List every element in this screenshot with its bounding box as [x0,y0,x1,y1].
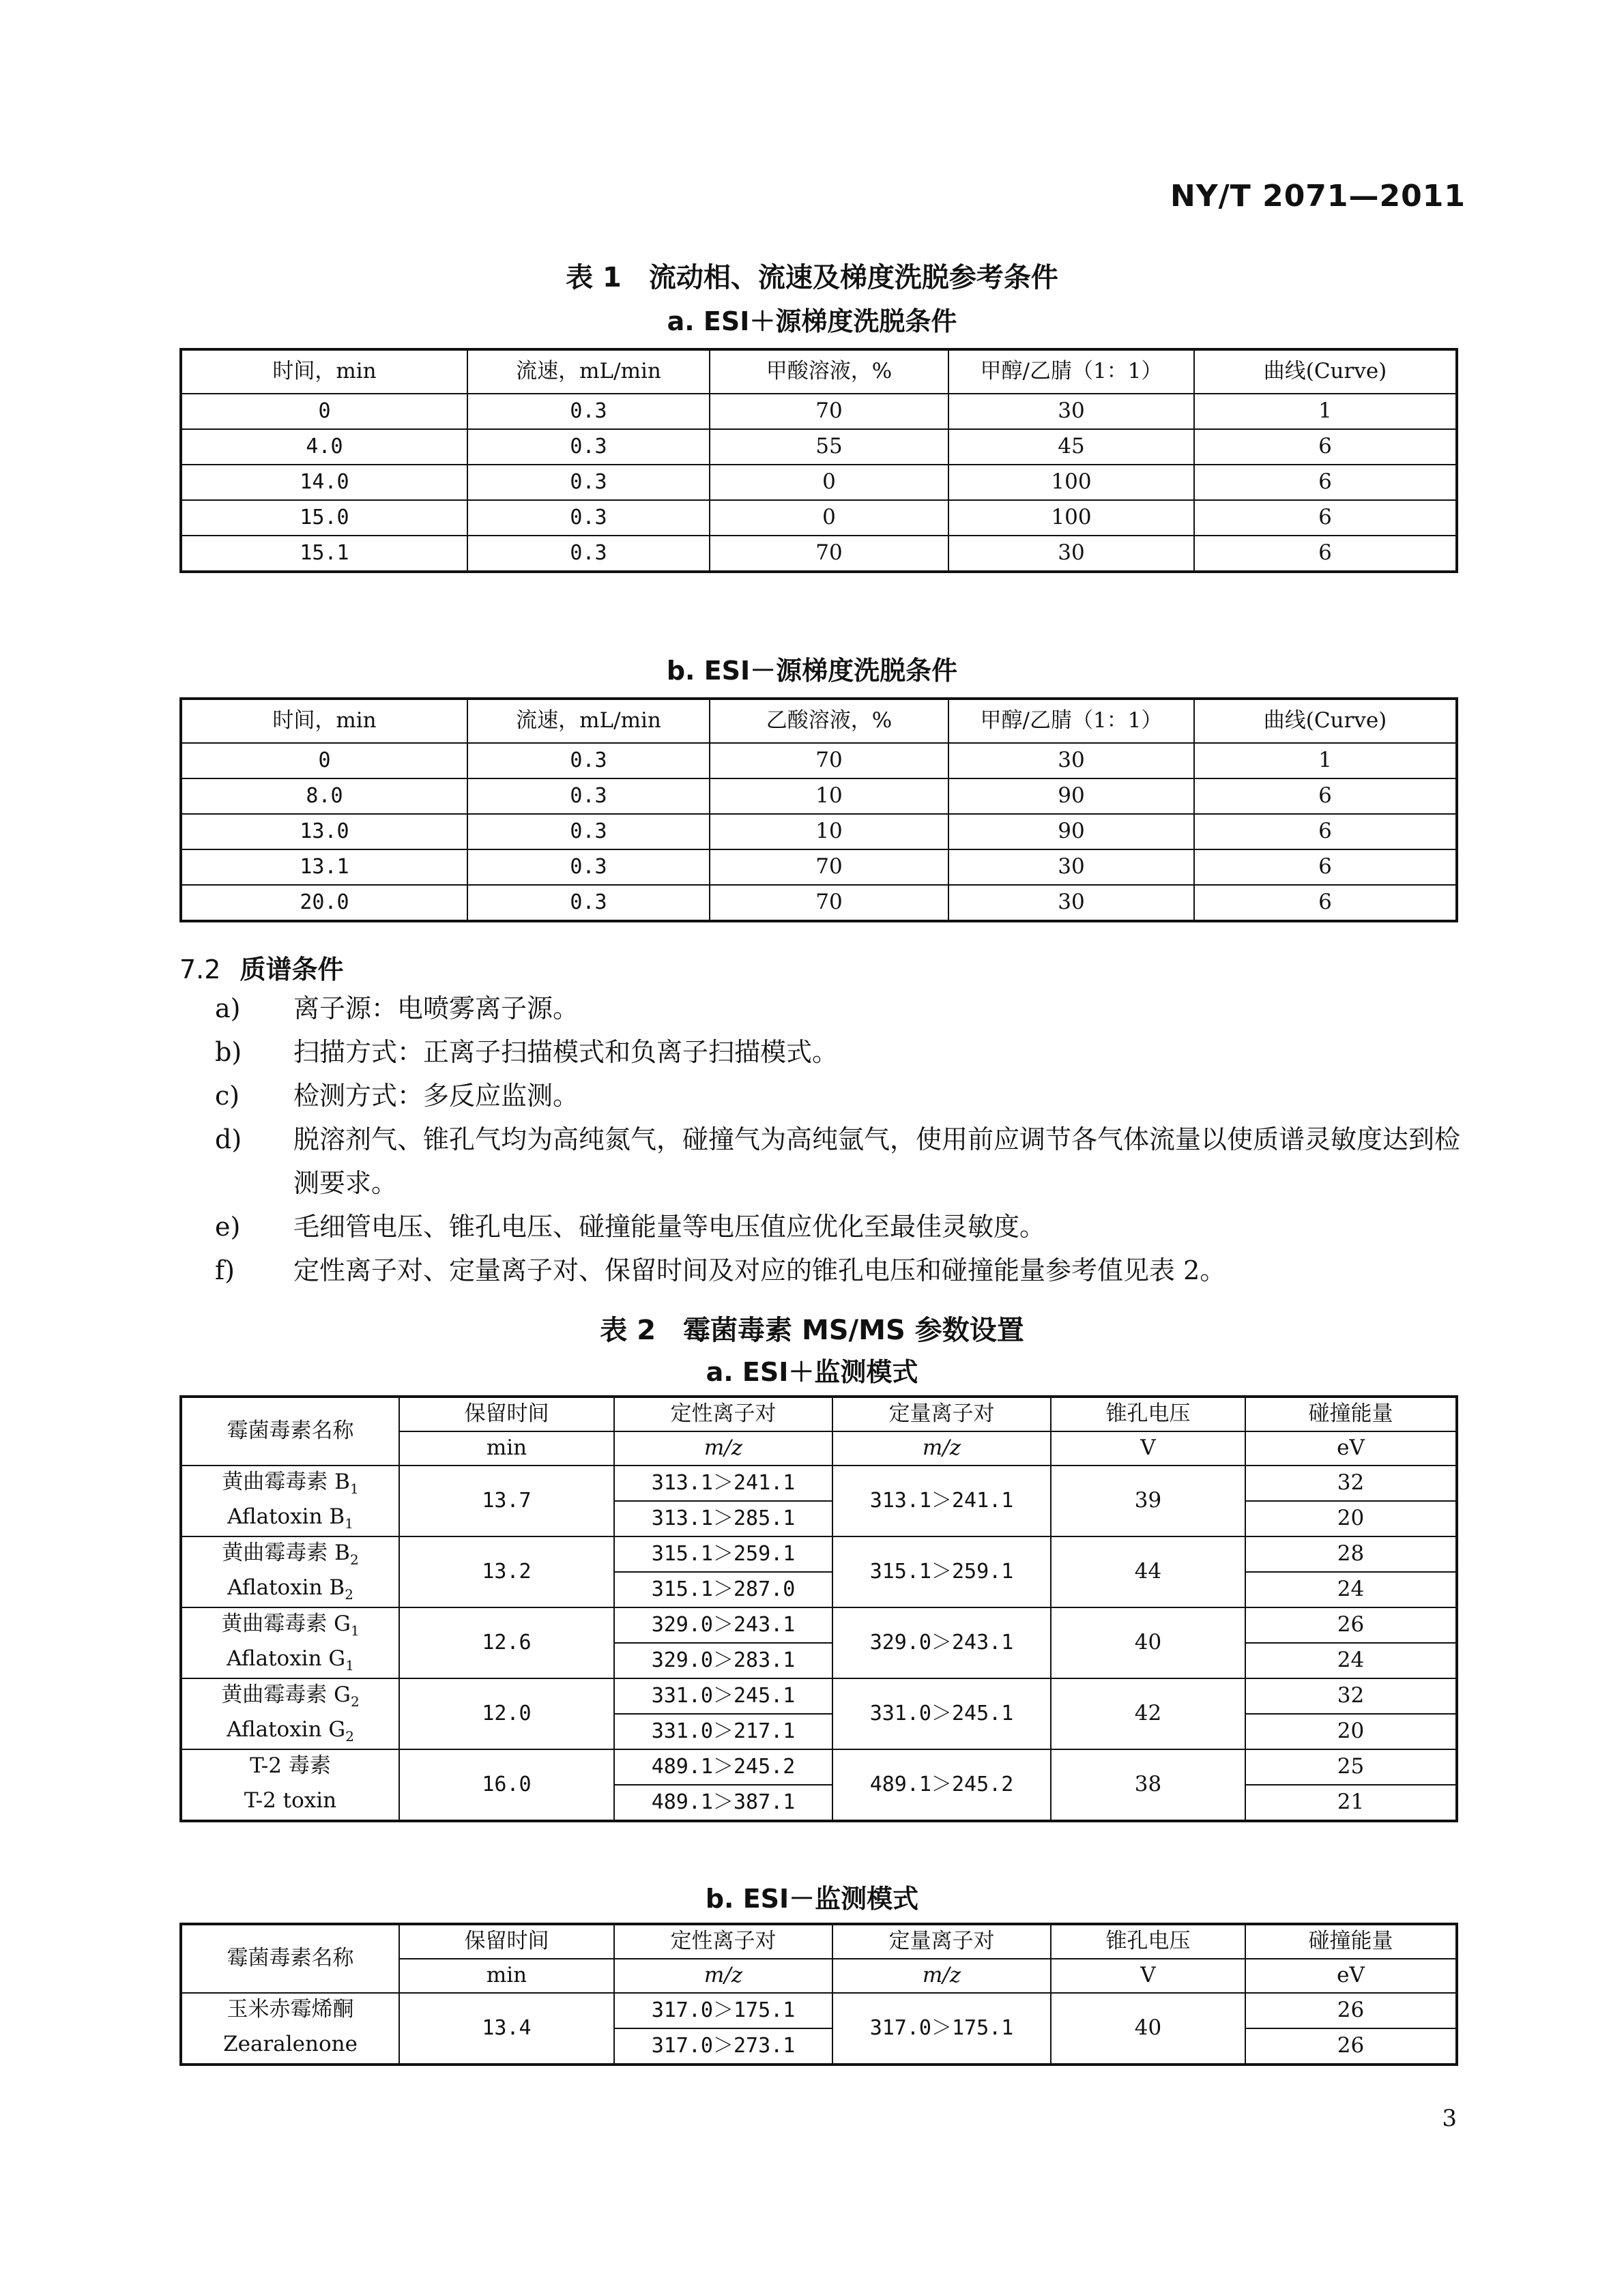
collision-energy: 25 [1245,1749,1457,1785]
list-text: 脱溶剂气、锥孔气均为高纯氮气，碰撞气为高纯氩气，使用前应调节各气体流量以使质谱灵敏度达到检测要求。 [293,1124,1461,1198]
table-cell: 8.0 [181,778,467,814]
toxin-name-cn-cell [181,1993,399,2028]
table2b [179,1923,1458,2066]
table-cell: 1 [1194,394,1457,429]
retention-time: 13.7 [399,1466,614,1536]
column-header: 碰撞能量 [1245,1924,1457,1959]
column-unit: eV [1245,1959,1457,1993]
column-unit: min [399,1959,614,1993]
table-cell: 30 [948,394,1194,429]
table-cell: 0 [710,465,948,500]
toxin-name-cn-cell [181,1678,399,1714]
table-row [181,1536,1457,1572]
table-cell: 90 [948,814,1194,849]
quantifier-ion-pair: 317.0＞175.1 [832,1993,1051,2065]
table-cell: 13.0 [181,814,467,849]
table-cell: 15.1 [181,536,467,572]
name-subscript: 2 [345,1586,353,1603]
qualifier-ion-pair: 313.1＞285.1 [614,1501,832,1536]
table-cell: 15.0 [181,500,467,536]
retention-time: 12.0 [399,1678,614,1749]
retention-time: 13.4 [399,1993,614,2065]
table-row [181,429,1457,465]
section-title: 质谱条件 [240,954,344,985]
table-row [181,1607,1457,1643]
qualifier-ion-pair: 329.0＞243.1 [614,1607,832,1643]
column-unit: eV [1245,1431,1457,1466]
table-cell: 30 [948,743,1194,778]
column-header: 锥孔电压 [1051,1924,1245,1959]
list-marker: b) [215,1037,242,1067]
table-cell: 100 [948,500,1194,536]
cone-voltage: 38 [1051,1749,1245,1821]
collision-energy: 20 [1245,1714,1457,1749]
column-unit: V [1051,1959,1245,1993]
column-unit: m/z [614,1959,832,1993]
column-header: 定性离子对 [614,1924,832,1959]
list-text: 毛细管电压、锥孔电压、碰撞能量等电压值应优化至最佳灵敏度。 [293,1212,1046,1242]
table-row [181,743,1457,778]
qualifier-ion-pair: 331.0＞245.1 [614,1678,832,1714]
column-header: 保留时间 [399,1924,614,1959]
column-header: 时间，min [181,699,467,743]
column-header: 流速，mL/min [467,349,710,394]
retention-time: 12.6 [399,1607,614,1678]
name-text: 黄曲霉毒素 B [222,1541,350,1566]
column-header: 乙酸溶液，% [710,699,948,743]
qualifier-ion-pair: 317.0＞175.1 [614,1993,832,2028]
name-text: Aflatoxin G [227,1646,346,1672]
table-cell: 6 [1194,778,1457,814]
page-number: 3 [1442,2105,1457,2132]
name-text: Zearalenone [223,2032,358,2057]
table-cell: 6 [1194,500,1457,536]
table-cell: 0.3 [467,536,710,572]
toxin-name-cn [222,1470,359,1498]
table-cell: 6 [1194,465,1457,500]
name-text: T-2 toxin [244,1788,337,1813]
collision-energy: 24 [1245,1572,1457,1607]
qualifier-ion-pair: 489.1＞245.2 [614,1749,832,1785]
table-cell: 55 [710,429,948,465]
toxin-name-en [223,2032,358,2056]
collision-energy: 24 [1245,1643,1457,1678]
name-subscript: 1 [350,1622,360,1639]
table-cell: 0.3 [467,429,710,465]
toxin-name-cn [250,1753,331,1778]
table-cell: 0 [181,394,467,429]
table-cell: 6 [1194,429,1457,465]
table-cell: 6 [1194,849,1457,885]
table-row [181,1501,1457,1536]
table1a-caption: a. ESI＋源梯度洗脱条件 [667,306,957,336]
column-header: 定量离子对 [832,1397,1051,1431]
qualifier-ion-pair: 313.1＞241.1 [614,1466,832,1501]
cone-voltage: 40 [1051,1993,1245,2065]
table2-caption: 表 2 霉菌毒素 MS/MS 参数设置 [600,1315,1024,1346]
column-header: 甲醇/乙腈（1：1） [948,349,1194,394]
table-cell: 6 [1194,885,1457,921]
table-cell: 10 [710,778,948,814]
qualifier-ion-pair: 315.1＞287.0 [614,1572,832,1607]
quantifier-ion-pair: 313.1＞241.1 [832,1466,1051,1536]
table-cell: 0 [710,500,948,536]
cone-voltage: 39 [1051,1466,1245,1536]
column-header: 曲线(Curve) [1194,699,1457,743]
column-unit: m/z [614,1431,832,1466]
list-marker: c) [215,1081,240,1111]
toxin-name-cn [227,1997,354,2022]
column-unit: V [1051,1431,1245,1466]
toxin-name-en-cell [181,1714,399,1749]
column-header: 定性离子对 [614,1397,832,1431]
collision-energy: 32 [1245,1678,1457,1714]
list-text: 定性离子对、定量离子对、保留时间及对应的锥孔电压和碰撞能量参考值见表 2。 [293,1255,1226,1285]
column-header: 流速，mL/min [467,699,710,743]
table-row [181,1678,1457,1714]
name-subscript: 2 [349,1551,359,1569]
qualifier-ion-pair: 317.0＞273.1 [614,2028,832,2065]
table1b-caption: b. ESI－源梯度洗脱条件 [666,656,958,686]
table-row [181,1993,1457,2028]
column-header: 霉菌毒素名称 [181,1924,399,1993]
section-heading [179,948,343,986]
collision-energy: 26 [1245,1993,1457,2028]
table-row [181,814,1457,849]
collision-energy: 26 [1245,1607,1457,1643]
list-item [215,1249,1464,1292]
table-cell: 30 [948,536,1194,572]
table2a [179,1395,1458,1822]
toxin-name-cn-cell [181,1607,399,1643]
name-text: 黄曲霉毒素 G [221,1682,351,1708]
table-cell: 0.3 [467,743,710,778]
table1b [179,697,1458,922]
table-cell: 70 [710,536,948,572]
column-header: 保留时间 [399,1397,614,1431]
table-cell: 0.3 [467,500,710,536]
cone-voltage: 40 [1051,1607,1245,1678]
table-cell: 70 [710,885,948,921]
name-subscript: 2 [350,1693,360,1710]
table-row [181,1714,1457,1749]
toxin-name-en-cell [181,1501,399,1536]
table-row [181,778,1457,814]
table-cell: 0.3 [467,778,710,814]
list-item [215,1118,1467,1205]
toxin-name-en-cell [181,1643,399,1678]
column-header: 甲醇/乙腈（1：1） [948,699,1194,743]
list-item [215,987,1464,1030]
name-subscript: 1 [345,1657,354,1674]
name-text: T-2 毒素 [250,1753,331,1779]
table-cell: 45 [948,429,1194,465]
retention-time: 13.2 [399,1536,614,1607]
toxin-name-cn-cell [181,1466,399,1501]
toxin-name-cn [221,1612,360,1639]
column-header: 定量离子对 [832,1924,1051,1959]
toxin-name-en-cell [181,1785,399,1821]
retention-time: 16.0 [399,1749,614,1821]
column-header: 霉菌毒素名称 [181,1397,399,1466]
name-text: 玉米赤霉烯酮 [227,1997,354,2022]
list-marker: a) [215,993,241,1023]
cone-voltage: 44 [1051,1536,1245,1607]
collision-energy: 32 [1245,1466,1457,1501]
column-unit: m/z [832,1959,1051,1993]
table1a [179,348,1458,573]
quantifier-ion-pair: 489.1＞245.2 [832,1749,1051,1821]
list-item [215,1074,1464,1118]
toxin-name-en [227,1575,353,1603]
table-cell: 0.3 [467,465,710,500]
table-cell: 90 [948,778,1194,814]
table-row [181,885,1457,921]
list-marker: d) [215,1124,242,1154]
table-cell: 6 [1194,814,1457,849]
list-text: 检测方式：多反应监测。 [293,1081,579,1111]
quantifier-ion-pair: 329.0＞243.1 [832,1607,1051,1678]
table-row [181,500,1457,536]
table-row [181,1572,1457,1607]
table-cell: 6 [1194,536,1457,572]
collision-energy: 28 [1245,1536,1457,1572]
table-cell: 70 [710,849,948,885]
collision-energy: 20 [1245,1501,1457,1536]
column-header: 碰撞能量 [1245,1397,1457,1431]
table-cell: 0.3 [467,394,710,429]
column-header: 锥孔电压 [1051,1397,1245,1431]
collision-energy: 26 [1245,2028,1457,2065]
name-text: Aflatoxin B [227,1575,345,1601]
table-row [181,536,1457,572]
table-row [181,1785,1457,1821]
toxin-name-en-cell [181,2028,399,2065]
toxin-name-cn [221,1682,360,1710]
toxin-name-en [227,1504,353,1532]
standard-code: NY/T 2071—2011 [1170,179,1466,214]
table-cell: 10 [710,814,948,849]
table-row [181,394,1457,429]
cone-voltage: 42 [1051,1678,1245,1749]
table-row [181,849,1457,885]
quantifier-ion-pair: 315.1＞259.1 [832,1536,1051,1607]
table-cell: 30 [948,849,1194,885]
list-item [215,1205,1464,1249]
table-cell: 20.0 [181,885,467,921]
table-cell: 0.3 [467,814,710,849]
toxin-name-en [244,1788,336,1813]
toxin-name-cn [222,1541,359,1569]
list-item [215,1030,1464,1074]
table-row [181,465,1457,500]
table-cell: 100 [948,465,1194,500]
column-header: 甲酸溶液，% [710,349,948,394]
table-cell: 70 [710,394,948,429]
column-unit: m/z [832,1431,1051,1466]
table-cell: 70 [710,743,948,778]
name-subscript: 1 [349,1481,359,1498]
name-text: 黄曲霉毒素 G [221,1612,351,1637]
toxin-name-en-cell [181,1572,399,1607]
name-subscript: 1 [345,1515,353,1532]
table-cell: 30 [948,885,1194,921]
table-row [181,1466,1457,1501]
toxin-name-en [227,1646,354,1674]
toxin-name-cn-cell [181,1536,399,1572]
name-subscript: 2 [345,1728,354,1745]
header-row [181,1924,1457,1959]
name-text: Aflatoxin B [227,1504,345,1530]
table2a-caption: a. ESI＋监测模式 [706,1357,918,1387]
table-cell: 0.3 [467,849,710,885]
collision-energy: 21 [1245,1785,1457,1821]
table2b-caption: b. ESI－监测模式 [705,1884,919,1914]
qualifier-ion-pair: 331.0＞217.1 [614,1714,832,1749]
column-unit: min [399,1431,614,1466]
table-cell: 13.1 [181,849,467,885]
qualifier-ion-pair: 489.1＞387.1 [614,1785,832,1821]
column-header: 曲线(Curve) [1194,349,1457,394]
list-marker: e) [215,1212,241,1242]
name-text: 黄曲霉毒素 B [222,1470,350,1495]
qualifier-ion-pair: 329.0＞283.1 [614,1643,832,1678]
list-marker: f) [215,1255,235,1285]
toxin-name-en [227,1717,354,1745]
list-text: 扫描方式：正离子扫描模式和负离子扫描模式。 [293,1037,839,1067]
column-header: 时间，min [181,349,467,394]
name-text: Aflatoxin G [227,1717,346,1743]
table-row [181,1643,1457,1678]
section-number: 7.2 [179,954,221,985]
table1-caption: 表 1 流动相、流速及梯度洗脱参考条件 [566,262,1058,293]
table-cell: 0.3 [467,885,710,921]
quantifier-ion-pair: 331.0＞245.1 [832,1678,1051,1749]
table-row [181,2028,1457,2065]
table-cell: 0 [181,743,467,778]
qualifier-ion-pair: 315.1＞259.1 [614,1536,832,1572]
table-row [181,1749,1457,1785]
toxin-name-cn-cell [181,1749,399,1785]
table-cell: 4.0 [181,429,467,465]
table-cell: 14.0 [181,465,467,500]
header-row [181,1397,1457,1431]
table-cell: 1 [1194,743,1457,778]
list-text: 离子源：电喷雾离子源。 [293,993,579,1023]
